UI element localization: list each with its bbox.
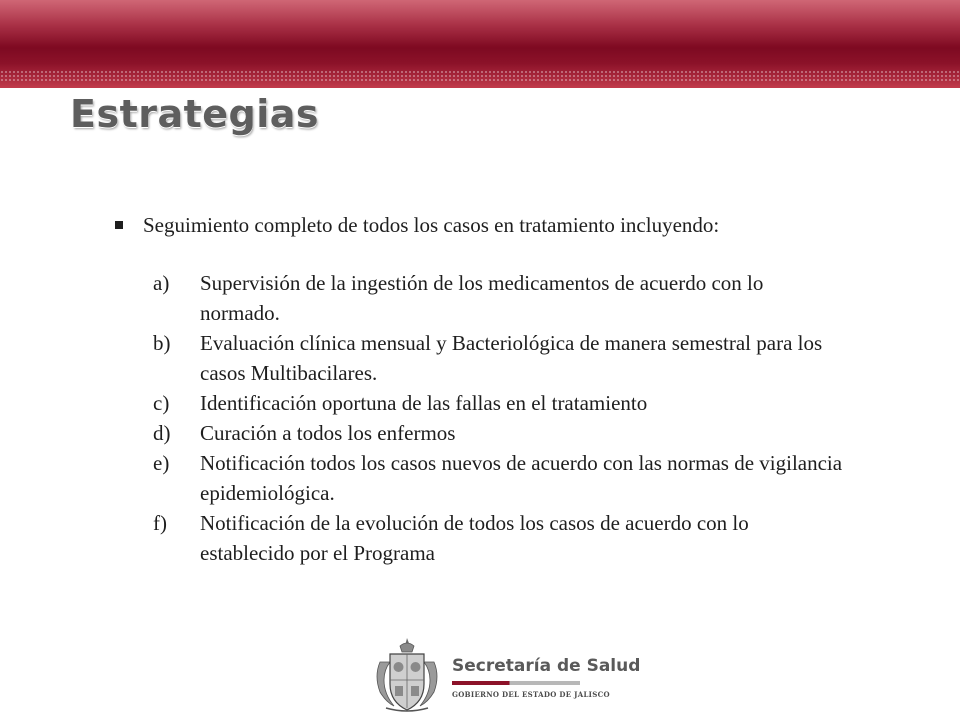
list-item-marker: f) <box>153 511 167 535</box>
square-bullet-icon <box>115 221 123 229</box>
list-item <box>153 418 845 448</box>
intro-bullet <box>115 210 845 240</box>
slide-content <box>115 210 845 568</box>
list-item-text: Identificación oportuna de las fallas en el tratamiento <box>200 391 648 415</box>
list-item-text: Curación a todos los enfermos <box>200 421 456 445</box>
list-item <box>153 268 845 328</box>
slide-title: Estrategias <box>70 92 320 136</box>
list-item <box>153 328 845 388</box>
logo-divider <box>452 681 580 685</box>
logo-subtitle: GOBIERNO DEL ESTADO DE JALISCO <box>452 690 610 699</box>
list-item-text: Evaluación clínica mensual y Bacteriológica de manera semestral para los casos Multibacilares. <box>200 331 823 385</box>
secretaria-de-salud-logo <box>372 636 641 714</box>
banner-shadow <box>0 0 960 88</box>
list-item-text: Supervisión de la ingestión de los medicamentos de acuerdo con lo normado. <box>200 271 764 325</box>
list-item-marker: d) <box>153 421 171 445</box>
list-item <box>153 448 845 508</box>
intro-bullet-text: Seguimiento completo de todos los casos en tratamiento incluyendo: <box>143 213 720 237</box>
list-item-text: Notificación todos los casos nuevos de acuerdo con las normas de vigilancia epidemiológica. <box>200 451 843 505</box>
list-item-text: Notificación de la evolución de todos los casos de acuerdo con lo establecido por el Programa <box>200 511 749 565</box>
list-item <box>153 388 845 418</box>
jalisco-coat-of-arms-icon <box>372 636 442 714</box>
strategy-list <box>115 268 845 568</box>
list-item-marker: e) <box>153 451 170 475</box>
list-item-marker: a) <box>153 271 170 295</box>
list-item-marker: b) <box>153 331 171 355</box>
list-item-marker: c) <box>153 391 170 415</box>
list-item <box>153 508 845 568</box>
logo-name: Secretaría de Salud <box>452 656 641 676</box>
